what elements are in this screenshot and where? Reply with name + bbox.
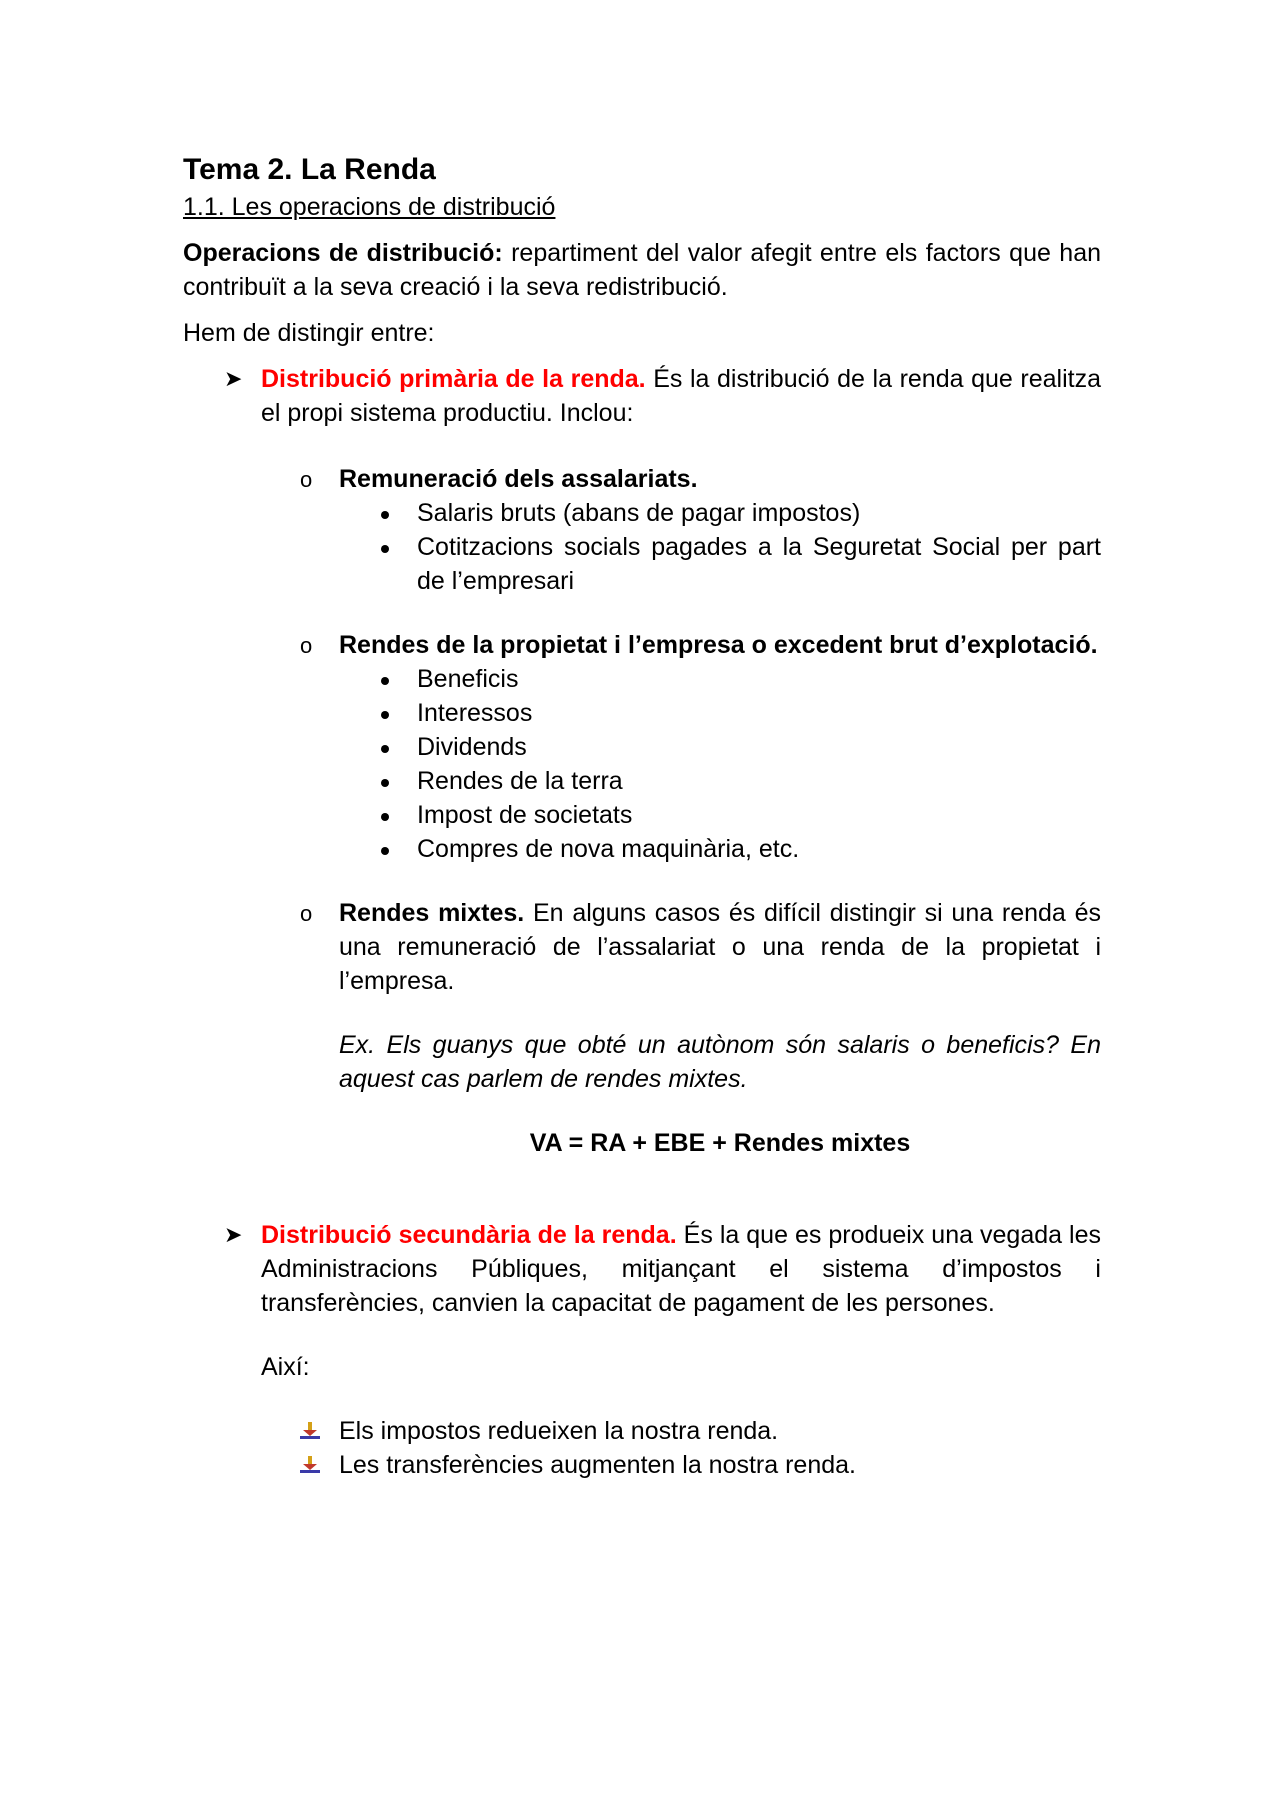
definition-term: Operacions de distribució: bbox=[183, 239, 503, 267]
section-heading: 1.1. Les operacions de distribució bbox=[183, 193, 556, 221]
arrow-bullet-icon: ➤ bbox=[224, 366, 243, 391]
bullet-dot-icon bbox=[381, 813, 389, 821]
subsection-remuneracio bbox=[183, 462, 1101, 496]
definition-text: repartiment del valor afegit entre els factors que han contribuït a la seva creació i la seva redistribució. bbox=[183, 239, 1102, 301]
list-item: Dividends bbox=[183, 730, 1101, 764]
definition-paragraph bbox=[183, 236, 1101, 304]
list-item: Cotitzacions socials pagades a la Seguretat Social per part de l’empresari bbox=[183, 530, 1101, 598]
arrow-bullet-icon: ➤ bbox=[224, 1222, 243, 1247]
subsection-rendes-mixtes bbox=[183, 896, 1101, 998]
circle-bullet-icon: o bbox=[300, 633, 313, 658]
bullet-dot-icon bbox=[381, 511, 389, 519]
list-item: Beneficis bbox=[183, 662, 1101, 696]
bullet-dot-icon bbox=[381, 745, 389, 753]
formula: VA = RA + EBE + Rendes mixtes bbox=[529, 1129, 911, 1157]
list-item: Compres de nova maquinària, etc. bbox=[183, 832, 1101, 866]
intro-text: Hem de distingir entre: bbox=[183, 319, 435, 347]
aixi-text: Així: bbox=[261, 1353, 310, 1381]
circle-bullet-icon: o bbox=[300, 901, 313, 926]
decorative-arrow-icon bbox=[300, 1456, 320, 1474]
secondary-distribution-label: Distribució secundària de la renda. bbox=[261, 1221, 677, 1249]
example-text: Ex. Els guanys que obté un autònom són salaris o beneficis? En aquest cas parlem de rendes mixtes. bbox=[339, 1031, 1101, 1093]
primary-distribution-text: És la distribució de la renda que realitza el propi sistema productiu. Inclou: bbox=[261, 365, 1101, 427]
subsection-heading: Rendes de la propietat i l’empresa o excedent brut d’explotació. bbox=[339, 631, 1098, 659]
rendes-propietat-list bbox=[183, 662, 1101, 866]
secondary-distribution-text: És la que es produeix una vegada les Administracions Públiques, mitjançant el sistema d’impostos i transferències, canvien la capacitat de pagament de les persones. bbox=[261, 1221, 1102, 1317]
bullet-dot-icon bbox=[381, 545, 389, 553]
list-item: Interessos bbox=[183, 696, 1101, 730]
bullet-dot-icon bbox=[381, 847, 389, 855]
list-item: Impost de societats bbox=[183, 798, 1101, 832]
list-item: Les transferències augmenten la nostra renda. bbox=[183, 1448, 1101, 1482]
list-item: Salaris bruts (abans de pagar impostos) bbox=[183, 496, 1101, 530]
remuneracio-list bbox=[183, 496, 1101, 598]
subsection-heading: Remuneració dels assalariats. bbox=[339, 465, 698, 493]
decorative-arrow-icon bbox=[300, 1422, 320, 1440]
list-item: Els impostos redueixen la nostra renda. bbox=[183, 1414, 1101, 1448]
document-page bbox=[183, 150, 1101, 1482]
secondary-distribution-item bbox=[183, 1218, 1101, 1320]
subsection-rendes-propietat bbox=[183, 628, 1101, 662]
list-item: Rendes de la terra bbox=[183, 764, 1101, 798]
bullet-dot-icon bbox=[381, 779, 389, 787]
page-title: Tema 2. La Renda bbox=[183, 153, 436, 186]
primary-distribution-label: Distribució primària de la renda. bbox=[261, 365, 646, 393]
circle-bullet-icon: o bbox=[300, 467, 313, 492]
bullet-dot-icon bbox=[381, 677, 389, 685]
subsection-heading: Rendes mixtes. bbox=[339, 899, 525, 927]
bullet-dot-icon bbox=[381, 711, 389, 719]
primary-distribution-item bbox=[183, 362, 1101, 430]
subsection-text: En alguns casos és difícil distingir si una renda és una remuneració de l’assalariat o una renda de la propietat i l’empresa. bbox=[339, 899, 1101, 995]
